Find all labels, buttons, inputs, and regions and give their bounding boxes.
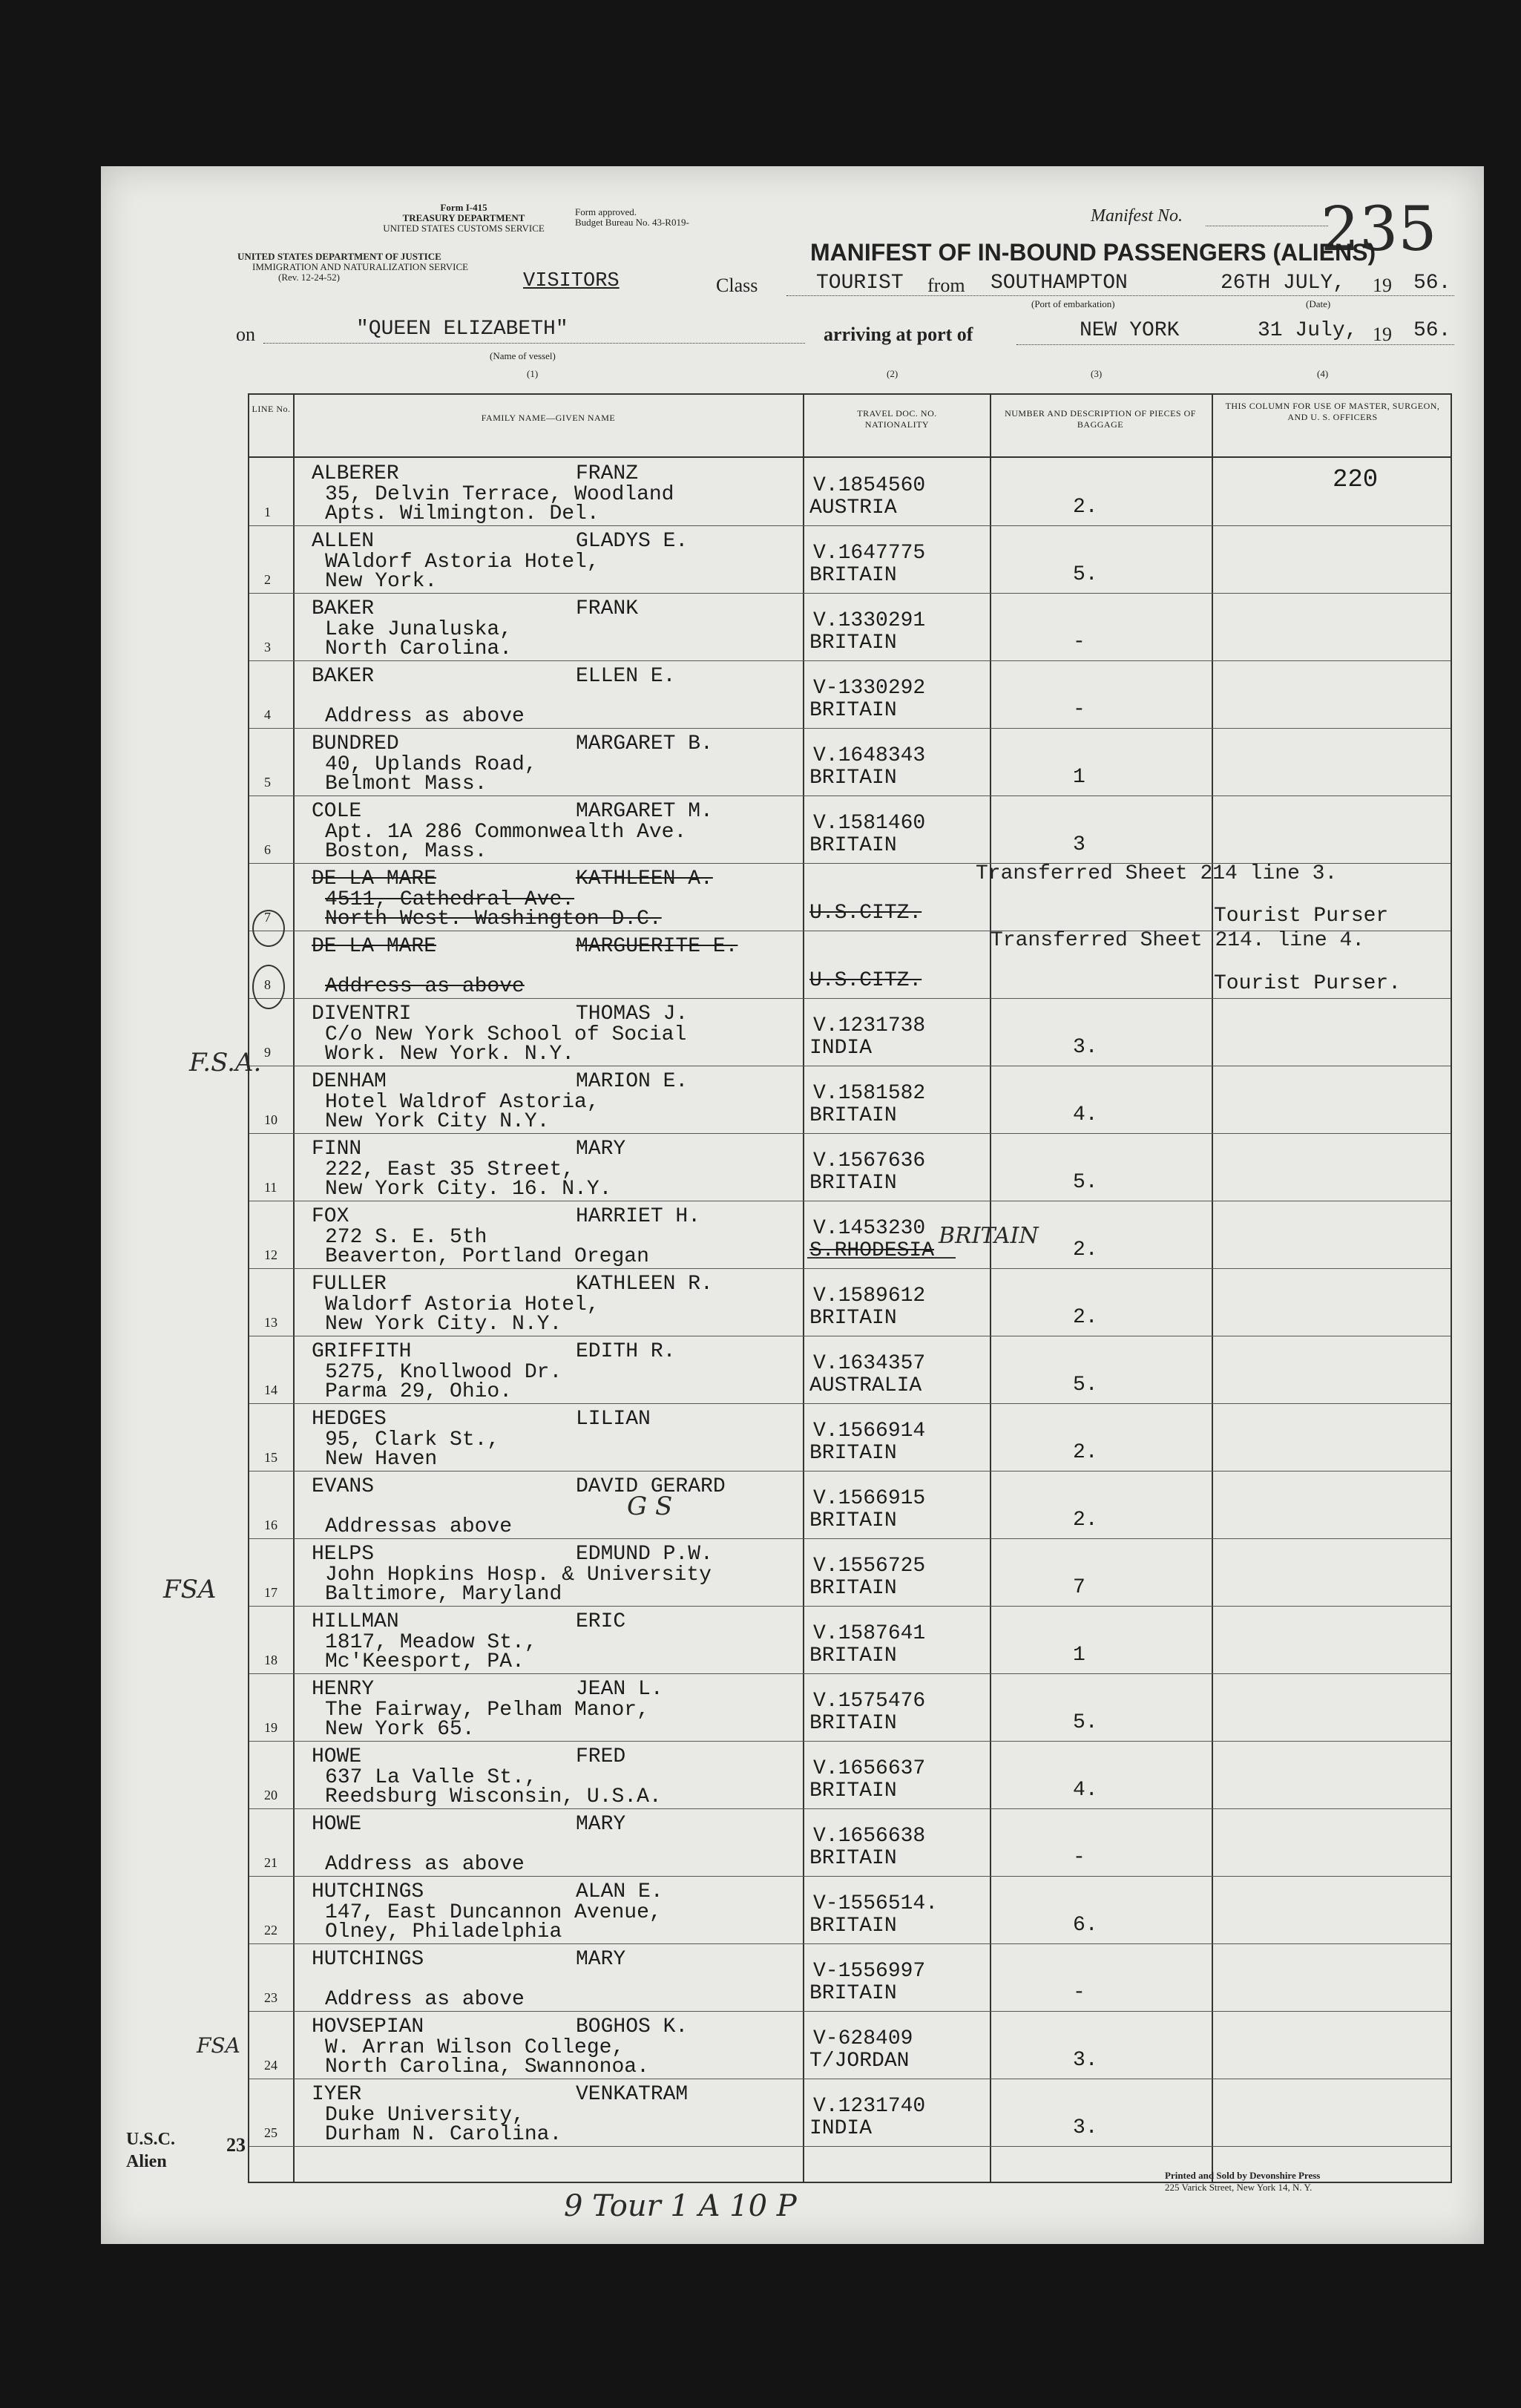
arrival-port: NEW YORK	[1080, 319, 1180, 342]
col-index-3: (3)	[1091, 368, 1103, 379]
line-number: 15	[264, 1450, 277, 1465]
travel-doc-no: V.1587641	[813, 1622, 926, 1645]
given-name: MARION E.	[576, 1070, 689, 1093]
line-number: 12	[264, 1247, 277, 1262]
given-name: HARRIET H.	[576, 1205, 701, 1228]
manifest-number: 235	[1321, 194, 1437, 265]
line-number: 18	[264, 1653, 277, 1667]
vessel-name: "QUEEN ELIZABETH"	[356, 318, 568, 341]
family-name: HELPS	[312, 1543, 375, 1566]
baggage-count: 3.	[1073, 1036, 1098, 1059]
table-row	[249, 1539, 1451, 1607]
family-name: DIVENTRI	[312, 1003, 412, 1026]
address-line-2: Beaverton, Portland Oregan	[325, 1245, 649, 1268]
table-row	[249, 1742, 1451, 1809]
address-line-1: The Fairway, Pelham Manor,	[325, 1699, 649, 1722]
nationality: U.S.CITZ.	[809, 969, 922, 992]
travel-doc-no: V.1854560	[813, 474, 926, 497]
travel-doc-no: V-1330292	[813, 677, 926, 700]
departure-date: 26TH JULY,	[1221, 272, 1346, 295]
depart-year-prefix: 19	[1373, 275, 1392, 296]
table-row	[249, 594, 1451, 661]
baggage-count: 2.	[1073, 1441, 1098, 1464]
travel-doc-no: V-1556997	[813, 1960, 926, 1983]
address-line-2: Parma 29, Ohio.	[325, 1380, 513, 1403]
address-line-2: Baltimore, Maryland	[325, 1583, 562, 1606]
address-line-1: 1817, Meadow St.,	[325, 1631, 537, 1654]
address-line-2: Olney, Philadelphia	[325, 1920, 562, 1943]
line-number: 25	[264, 2125, 277, 2140]
given-name: KATHLEEN R.	[576, 1273, 713, 1296]
baggage-count: 4.	[1073, 1779, 1098, 1802]
line-number: 2	[264, 572, 271, 587]
arrival-year-prefix: 19	[1373, 324, 1392, 345]
travel-doc-no: V.1231738	[813, 1014, 926, 1037]
arrival-date: 31 July,	[1258, 319, 1358, 342]
nationality: BRITAIN	[809, 834, 897, 857]
given-name: JEAN L.	[576, 1678, 663, 1701]
table-row	[249, 1201, 1451, 1269]
given-name: LILIAN	[576, 1408, 651, 1431]
nationality: BRITAIN	[809, 631, 897, 655]
travel-doc-no: V.1231740	[813, 2095, 926, 2118]
table-row	[249, 2079, 1451, 2147]
budget-bureau: Budget Bureau No. 43-R019-	[575, 217, 689, 228]
officer-note: Tourist Purser.	[1214, 972, 1402, 995]
class-value: TOURIST	[816, 272, 904, 295]
table-row	[249, 1809, 1451, 1877]
class-label: Class	[716, 275, 758, 296]
address-line-2: Address as above	[325, 975, 525, 998]
table-row	[249, 661, 1451, 729]
nationality: AUSTRALIA	[809, 1374, 922, 1397]
address-line-1: 4511, Cathedral Ave.	[325, 888, 575, 911]
family-name: HENRY	[312, 1678, 375, 1701]
family-name: HEDGES	[312, 1408, 387, 1431]
given-name: EDITH R.	[576, 1340, 676, 1363]
col-index-2: (2)	[887, 368, 899, 379]
col-header-line-no: LINE No.	[252, 404, 291, 414]
address-line-1: C/o New York School of Social	[325, 1023, 687, 1046]
initials-row16: G S	[627, 1492, 673, 1521]
given-name: ELLEN E.	[576, 665, 676, 688]
line-number: 8	[264, 977, 271, 992]
travel-doc-no: V-1556514.	[813, 1892, 939, 1915]
nationality: BRITAIN	[809, 1307, 897, 1330]
table-row	[249, 1877, 1451, 1944]
manifest-no-label: Manifest No.	[1091, 206, 1183, 226]
col-header-doc: TRAVEL DOC. NO. NATIONALITY	[857, 408, 937, 430]
family-name: ALLEN	[312, 530, 375, 553]
col-header-officers: THIS COLUMN FOR USE OF MASTER, SURGEON, AND U. S. OFFICERS	[1225, 401, 1440, 422]
fsa-mark-1: F.S.A.	[189, 1048, 262, 1077]
given-name: MARGARET B.	[576, 732, 713, 755]
table-row	[249, 1472, 1451, 1539]
nationality: BRITAIN	[809, 564, 897, 587]
given-name: MARY	[576, 1813, 626, 1836]
travel-doc-no: V.1634357	[813, 1352, 926, 1375]
baggage-count: 5.	[1073, 1171, 1098, 1194]
circle-mark-row8	[252, 965, 285, 1009]
table-row	[249, 1269, 1451, 1336]
table-row	[249, 526, 1451, 594]
address-line-1: 5275, Knollwood Dr.	[325, 1361, 562, 1384]
baggage-count: 2.	[1073, 496, 1098, 519]
address-line-2: Address as above	[325, 705, 525, 728]
transfer-note-row8: Transferred Sheet 214. line 4.	[991, 929, 1365, 952]
baggage-count: 3.	[1073, 2116, 1098, 2139]
address-line-2: New York City. N.Y.	[325, 1313, 562, 1336]
nationality: S.RHODESIA	[809, 1239, 935, 1262]
nationality: BRITAIN	[809, 1442, 897, 1465]
bottom-scrawl: 9 Tour 1 A 10 P	[564, 2189, 797, 2223]
family-name: BAKER	[312, 665, 375, 688]
address-line-1: W. Arran Wilson College,	[325, 2036, 625, 2059]
address-line-2: Mc'Keesport, PA.	[325, 1650, 525, 1673]
nationality: BRITAIN	[809, 1915, 897, 1938]
fsa-mark-2: FSA	[163, 1575, 217, 1604]
family-name: HUTCHINGS	[312, 1948, 424, 1971]
baggage-count: 7	[1073, 1576, 1085, 1599]
address-line-2: Addressas above	[325, 1515, 513, 1538]
travel-doc-no: V.1575476	[813, 1690, 926, 1713]
given-name: BOGHOS K.	[576, 2015, 689, 2038]
officer-note: 220	[1333, 466, 1379, 494]
nationality: BRITAIN	[809, 1847, 897, 1870]
address-line-2: Address as above	[325, 1988, 525, 2011]
arrival-year: 56.	[1413, 319, 1451, 342]
from-label: from	[927, 275, 965, 296]
port-embark-caption: (Port of embarkation)	[1031, 298, 1115, 309]
address-line-2: New Haven	[325, 1448, 438, 1471]
table-row	[249, 1607, 1451, 1674]
address-line-1: John Hopkins Hosp. & University	[325, 1564, 712, 1587]
embark-port: SOUTHAMPTON	[991, 272, 1128, 295]
col-header-baggage: NUMBER AND DESCRIPTION OF PIECES OF BAGGAGE	[1005, 408, 1196, 430]
form-approved: Form approved.	[575, 206, 637, 217]
date-caption: (Date)	[1306, 298, 1331, 309]
nationality: BRITAIN	[809, 1779, 897, 1802]
address-line-1: 272 S. E. 5th	[325, 1226, 487, 1249]
line-number: 11	[264, 1180, 277, 1195]
line-number: 22	[264, 1923, 277, 1938]
family-name: IYER	[312, 2083, 362, 2106]
given-name: MARGUERITE E.	[576, 935, 738, 958]
baggage-count: 2.	[1073, 1509, 1098, 1532]
family-name: FINN	[312, 1138, 362, 1161]
address-line-2: Boston, Mass.	[325, 840, 487, 863]
baggage-count: 4.	[1073, 1103, 1098, 1126]
form-number: Form I-415	[440, 202, 487, 213]
family-name: DENHAM	[312, 1070, 387, 1093]
travel-doc-no: V.1556725	[813, 1555, 926, 1578]
baggage-count: -	[1073, 1846, 1085, 1869]
line-number: 5	[264, 775, 271, 790]
nationality: BRITAIN	[809, 767, 897, 790]
nationality: AUSTRIA	[809, 496, 897, 519]
manifest-title: MANIFEST OF IN-BOUND PASSENGERS (ALIENS)	[810, 239, 1376, 266]
given-name: MARGARET M.	[576, 800, 713, 823]
travel-doc-no: V.1566915	[813, 1487, 926, 1510]
nationality-correction: BRITAIN	[939, 1223, 1039, 1249]
printer-line-2: 225 Varick Street, New York 14, N. Y.	[1165, 2182, 1313, 2193]
address-line-1: 95, Clark St.,	[325, 1428, 500, 1451]
given-name: ERIC	[576, 1610, 626, 1633]
baggage-count: 3.	[1073, 2049, 1098, 2072]
address-line-2: Work. New York. N.Y.	[325, 1043, 575, 1066]
col-index-1: (1)	[527, 368, 539, 379]
family-name: BUNDRED	[312, 732, 399, 755]
table-row	[249, 796, 1451, 864]
circle-mark-row7	[252, 910, 285, 947]
baggage-count: 5.	[1073, 1711, 1098, 1734]
table-row	[249, 729, 1451, 796]
address-line-2: Address as above	[325, 1853, 525, 1876]
line-number: 24	[264, 2058, 277, 2073]
baggage-count: 5.	[1073, 563, 1098, 586]
travel-doc-no: V.1566914	[813, 1420, 926, 1443]
baggage-count: 2.	[1073, 1306, 1098, 1329]
given-name: ALAN E.	[576, 1880, 663, 1903]
travel-doc-no: V-628409	[813, 2027, 913, 2050]
table-row	[249, 1336, 1451, 1404]
depart-year: 56.	[1413, 272, 1451, 295]
nationality: INDIA	[809, 2117, 873, 2140]
baggage-count: 5.	[1073, 1374, 1098, 1397]
travel-doc-no: V.1589612	[813, 1285, 926, 1308]
line-number: 6	[264, 842, 271, 857]
table-row	[249, 1944, 1451, 2012]
table-row	[249, 1404, 1451, 1472]
nationality: BRITAIN	[809, 1712, 897, 1735]
travel-doc-no: V.1581582	[813, 1082, 926, 1105]
line-number: 19	[264, 1720, 277, 1735]
address-line-2: New York City. 16. N.Y.	[325, 1178, 612, 1201]
baggage-count: 2.	[1073, 1239, 1098, 1262]
address-line-1: 637 La Valle St.,	[325, 1766, 537, 1789]
col-index-4: (4)	[1317, 368, 1329, 379]
address-line-1: 222, East 35 Street,	[325, 1158, 575, 1181]
family-name: GRIFFITH	[312, 1340, 412, 1363]
given-name: VENKATRAM	[576, 2083, 689, 2106]
address-line-2: Belmont Mass.	[325, 772, 487, 795]
family-name: HILLMAN	[312, 1610, 399, 1633]
alien-label: Alien	[126, 2152, 167, 2171]
travel-doc-no: V.1648343	[813, 744, 926, 767]
family-name: FOX	[312, 1205, 349, 1228]
line-number: 14	[264, 1382, 277, 1397]
form-revision: (Rev. 12-24-52)	[278, 272, 340, 283]
family-name: DE LA MARE	[312, 867, 437, 890]
address-line-2: New York.	[325, 570, 438, 593]
line-number: 20	[264, 1788, 277, 1802]
table-row	[249, 1066, 1451, 1134]
family-name: ALBERER	[312, 462, 399, 485]
family-name: EVANS	[312, 1475, 375, 1498]
line-number: 7	[264, 910, 271, 925]
usc-label: U.S.C.	[126, 2130, 176, 2149]
ins-service: IMMIGRATION AND NATURALIZATION SERVICE	[252, 261, 469, 272]
family-name: COLE	[312, 800, 362, 823]
transfer-note-row7: Transferred Sheet 214 line 3.	[976, 862, 1338, 885]
address-line-1: Hotel Waldrof Astoria,	[325, 1091, 599, 1114]
address-line-1: 35, Delvin Terrace, Woodland	[325, 483, 674, 506]
family-name: HOWE	[312, 1813, 362, 1836]
nationality: BRITAIN	[809, 1104, 897, 1127]
nationality: BRITAIN	[809, 1577, 897, 1600]
baggage-count: 6.	[1073, 1914, 1098, 1937]
table-row	[249, 999, 1451, 1066]
line-number: 23	[264, 1990, 277, 2005]
line-number: 21	[264, 1855, 277, 1870]
treasury-dept: TREASURY DEPARTMENT	[402, 212, 525, 223]
family-name: BAKER	[312, 597, 375, 620]
address-line-2: Apts. Wilmington. Del.	[325, 502, 599, 525]
table-row	[249, 459, 1451, 526]
family-name: HOVSEPIAN	[312, 2015, 424, 2038]
given-name: KATHLEEN A.	[576, 867, 713, 890]
baggage-count: 1	[1073, 766, 1085, 789]
table-row	[249, 1134, 1451, 1201]
address-line-1: 40, Uplands Road,	[325, 753, 537, 776]
line-number: 16	[264, 1518, 277, 1532]
fsa-mark-3: FSA	[197, 2033, 240, 2058]
given-name: MARY	[576, 1948, 626, 1971]
address-line-1: Lake Junaluska,	[325, 618, 513, 641]
customs-service: UNITED STATES CUSTOMS SERVICE	[383, 223, 545, 234]
nationality: BRITAIN	[809, 1509, 897, 1532]
address-line-2: New York City N.Y.	[325, 1110, 550, 1133]
address-line-1: 147, East Duncannon Avenue,	[325, 1901, 662, 1924]
on-label: on	[236, 324, 255, 345]
address-line-2: North West. Washington D.C.	[325, 908, 662, 931]
table-row	[249, 1674, 1451, 1742]
arriving-label: arriving at port of	[824, 324, 973, 345]
line-number: 9	[264, 1045, 271, 1060]
family-name: HOWE	[312, 1745, 362, 1768]
line-number: 17	[264, 1585, 277, 1600]
line-number: 13	[264, 1315, 277, 1330]
line-number: 3	[264, 640, 271, 655]
nationality: INDIA	[809, 1037, 873, 1060]
col-header-name: FAMILY NAME—GIVEN NAME	[481, 413, 616, 423]
address-line-2: Reedsburg Wisconsin, U.S.A.	[325, 1785, 662, 1808]
nationality: U.S.CITZ.	[809, 902, 922, 925]
given-name: THOMAS J.	[576, 1003, 689, 1026]
address-line-1: Waldorf Astoria Hotel,	[325, 1293, 599, 1316]
baggage-count: 3	[1073, 833, 1085, 856]
travel-doc-no: V.1453230	[813, 1217, 926, 1240]
address-line-2: North Carolina.	[325, 637, 513, 660]
nationality: T/JORDAN	[809, 2050, 910, 2073]
travel-doc-no: V.1647775	[813, 542, 926, 565]
address-line-1: Duke University,	[325, 2104, 525, 2127]
travel-doc-no: V.1656638	[813, 1825, 926, 1848]
line-number: 4	[264, 707, 271, 722]
travel-doc-no: V.1567636	[813, 1149, 926, 1172]
address-line-2: North Carolina, Swannonoa.	[325, 2056, 649, 2079]
justice-dept: UNITED STATES DEPARTMENT OF JUSTICE	[237, 251, 441, 262]
nationality: BRITAIN	[809, 1172, 897, 1195]
line-number: 10	[264, 1112, 277, 1127]
nationality: BRITAIN	[809, 1982, 897, 2005]
given-name: EDMUND P.W.	[576, 1543, 713, 1566]
alien-count: 23	[226, 2134, 246, 2156]
given-name: FRANZ	[576, 462, 639, 485]
family-name: FULLER	[312, 1273, 387, 1296]
family-name: HUTCHINGS	[312, 1880, 424, 1903]
nationality: BRITAIN	[809, 1644, 897, 1667]
travel-doc-no: V.1581460	[813, 812, 926, 835]
printer-line-1: Printed and Sold by Devonshire Press	[1165, 2170, 1321, 2181]
visitors-label: VISITORS	[523, 270, 620, 292]
travel-doc-no: V.1656637	[813, 1757, 926, 1780]
baggage-count: -	[1073, 1981, 1085, 2004]
given-name: GLADYS E.	[576, 530, 689, 553]
address-line-1: Apt. 1A 286 Commonwealth Ave.	[325, 821, 687, 844]
baggage-count: 1	[1073, 1644, 1085, 1667]
table-row	[249, 2012, 1451, 2079]
given-name: DAVID GERARD	[576, 1475, 726, 1498]
given-name: MARY	[576, 1138, 626, 1161]
address-line-1: WAldorf Astoria Hotel,	[325, 551, 599, 574]
address-line-2: Durham N. Carolina.	[325, 2123, 562, 2146]
baggage-count: -	[1073, 698, 1085, 721]
nationality: BRITAIN	[809, 699, 897, 722]
address-line-2: New York 65.	[325, 1718, 475, 1741]
line-number: 1	[264, 505, 271, 519]
given-name: FRANK	[576, 597, 639, 620]
baggage-count: -	[1073, 631, 1085, 654]
family-name: DE LA MARE	[312, 935, 437, 958]
vessel-caption: (Name of vessel)	[490, 350, 556, 361]
given-name: FRED	[576, 1745, 626, 1768]
officer-note: Tourist Purser	[1214, 905, 1389, 928]
travel-doc-no: V.1330291	[813, 609, 926, 632]
passenger-table	[248, 393, 1452, 2183]
